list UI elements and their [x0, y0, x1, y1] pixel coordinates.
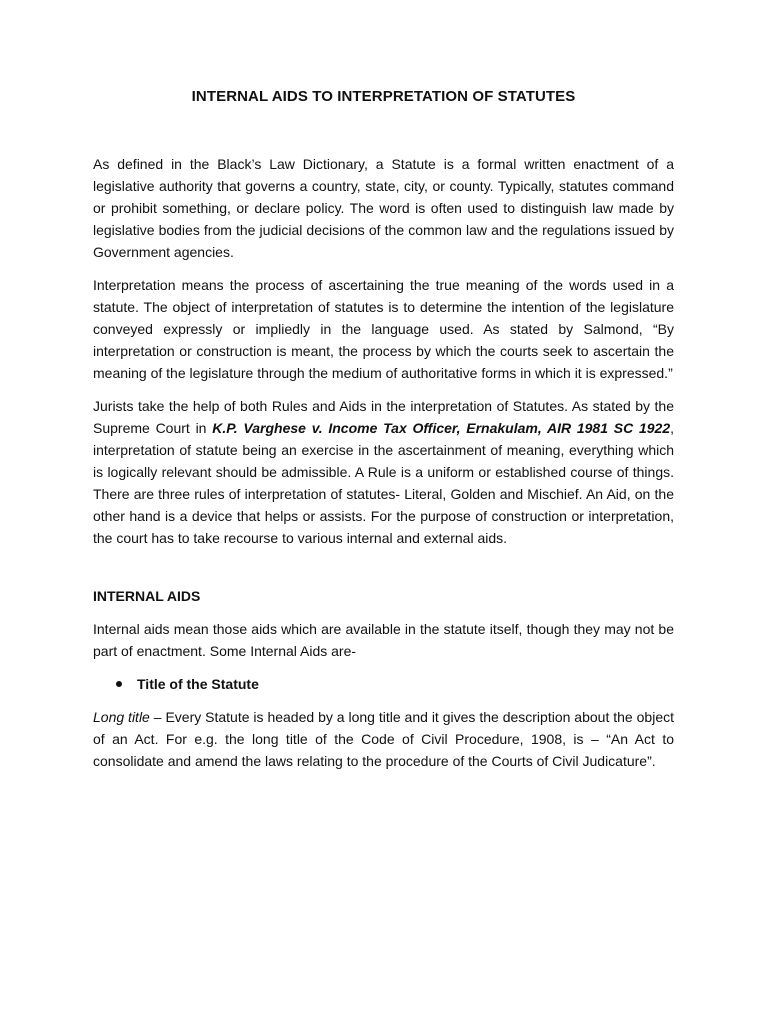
paragraph-rules-lead: Jurists take the help of both Rules and Aids in the interpretation of Statutes. As stated by the Supreme Court in	[93, 398, 674, 436]
bullet-dot-icon	[116, 681, 122, 687]
paragraph-interpretation-meaning: Interpretation means the process of ascertaining the true meaning of the words used in a statute. The object of interpretation of statutes is to determine the intention of the legislature conveyed expressly or impliedly in the language used. As stated by Salmond, “By interpretation or construction is meant, the process by which the courts seek to ascertain the meaning of the legislature through the medium of authoritative forms in which it is expressed.”	[93, 277, 674, 381]
bullet-item-label: Title of the Statute	[137, 676, 259, 692]
case-citation: K.P. Varghese v. Income Tax Officer, Ernakulam, AIR 1981 SC 1922	[212, 420, 671, 436]
section-heading-internal-aids: INTERNAL AIDS	[93, 588, 201, 604]
paragraph-rules-rest: , interpretation of statute being an exercise in the ascertainment of meaning, everything which is logically relevant should be admissible. A Rule is a uniform or established course of things. There are three rules of interpretation of statutes- Literal, Golden and Mischief. An Aid, on the other hand is a device that helps or assists. For the purpose of construction or interpretation, the court has to take recourse to various internal and external aids.	[93, 420, 674, 546]
document-title: INTERNAL AIDS TO INTERPRETATION OF STATUTES	[191, 88, 576, 105]
paragraph-statute-definition: As defined in the Black’s Law Dictionary, a Statute is a formal written enactment of a legislative authority that governs a country, state, city, or county. Typically, statutes command or prohibit something, or declare policy. The word is often used to distinguish law made by legislative bodies from the judicial decisions of the common law and the regulations issued by Government agencies.	[93, 156, 674, 260]
paragraph-rules-and-aids	[93, 395, 674, 549]
document-content	[93, 88, 674, 772]
long-title-term: Long title	[93, 709, 150, 725]
paragraph-internal-aids-intro: Internal aids mean those aids which are available in the statute itself, though they may not be part of enactment. Some Internal Aids are-	[93, 621, 674, 659]
paragraph-long-title	[93, 706, 674, 772]
long-title-description: – Every Statute is headed by a long title and it gives the description about the object of an Act. For e.g. the long title of the Code of Civil Procedure, 1908, is – “An Act to consolidate and amend the laws relating to the procedure of the Courts of Civil Judicature”.	[93, 709, 674, 769]
bullet-item	[93, 673, 674, 695]
